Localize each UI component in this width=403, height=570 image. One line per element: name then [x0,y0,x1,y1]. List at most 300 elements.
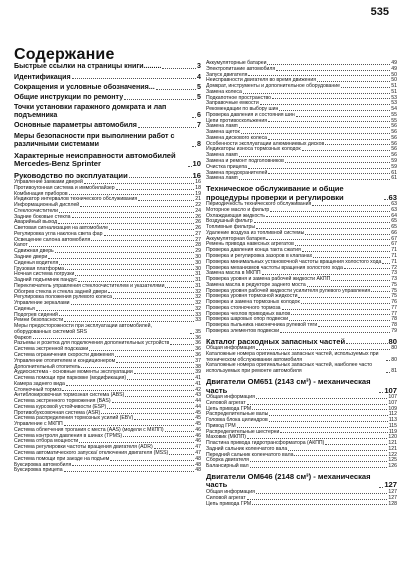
dot-leader [276,69,390,71]
toc-entry-title: Световая сигнализация на автомобиле [14,225,108,232]
dot-leader [66,384,194,386]
toc-entry-title: Особенности эксплуатации алюминиевых дисков [206,140,325,147]
dot-leader [129,176,192,178]
dot-leader [302,149,391,151]
dot-leader [269,420,388,422]
toc-entry-title: Проверка и регулировка зазоров в клапанах [206,252,313,259]
toc-entry-title: Фаркоп [14,334,32,341]
toc-entry-title: Ночная система погрузки [14,271,75,278]
toc-entry[interactable] [206,473,397,490]
toc-entry-page: 8 [197,139,201,148]
dot-leader [116,188,195,190]
dot-leader [266,215,390,217]
toc-entry-title: Каталожные номера оригинальных запасных частей, используемых при техническом обслуживании автомобиля [206,350,379,363]
toc-entry-page: 45 [195,409,201,416]
dot-leader [109,228,194,230]
toc-entry-page: 76 [391,299,397,306]
toc-entry-page: 26 [195,213,201,220]
toc-entry-title: Система помощи при заезде на подъем [14,455,110,462]
dot-leader [250,466,388,468]
toc-entry-page: 107 [388,399,397,406]
toc-entry-page: 36 [195,351,201,358]
toc-entry-title: Переключатель управления стеклоочистителем и указателями [14,282,165,289]
dot-leader [29,245,195,247]
toc-entry-title: Капот [14,242,28,249]
toc-entry-page: 32 [195,294,201,301]
dot-leader [298,296,390,298]
toc-subentry[interactable] [14,468,201,474]
dot-leader [248,74,390,76]
dot-leader [268,138,390,140]
dot-leader [72,77,196,79]
toc-entry-page: 48 [195,455,201,462]
toc-entry-page: 43 [195,392,201,399]
toc-entry-title: Заправочные емкости [206,100,259,107]
toc-entry-title: Силовой агрегат [206,399,246,406]
toc-entry-title: Сборка двигателя [206,457,249,464]
dot-leader [59,211,194,213]
dot-leader [331,279,390,281]
toc-entry-title: Замена масла в МКПП [206,270,261,277]
toc-entry-page: 71 [391,252,397,259]
toc-entry-page: 39 [195,369,201,376]
toc-entry-title: Стояночный тормоз [14,386,62,393]
toc-entry-page: 56 [391,146,397,153]
toc-entry-title: Периодичность технического обслуживания [206,201,312,208]
toc-entry-title: Замена ламп [206,152,238,159]
toc-entry-title: Каталожные номера оригинальных запасных частей, наиболее часто используемых при ремонте автомобиля [206,362,373,375]
toc-entry-page: 80 [391,356,397,363]
dot-leader [268,120,390,122]
dot-leader [64,424,195,426]
toc-entry-title: Противоугонная система и иммобилайзер [14,184,115,191]
dot-leader [104,234,195,236]
toc-entry-title: Задние двери [14,253,48,260]
toc-entry-page: 47 [195,444,201,451]
dot-leader [36,309,195,311]
toc-entry-title: Замена дискового колеса [206,134,268,141]
toc-entry-page: 19 [195,190,201,197]
toc-entry-title: Разъемы и розетка для подключения дополнительных устройств [14,340,170,347]
dot-leader [312,204,390,206]
toc-entry-page: 51 [391,88,397,95]
toc-entry-page: 121 [388,445,397,452]
dot-leader [262,273,391,275]
dot-leader [62,389,194,391]
toc-entry-page: 107 [384,385,397,395]
toc-entry-page: 77 [391,304,397,311]
toc-entry[interactable] [14,94,201,102]
toc-entry-title: Система экстренного торможения (BAS) [14,398,111,405]
dot-leader [301,302,391,304]
dot-leader [252,408,387,410]
dot-leader [115,355,194,357]
toc-entry-title: Балансирный вал [206,463,249,470]
toc-entry-title: Пластина привода гидротрансформатора (АКПП) [206,440,325,447]
toc-entry-page: 80 [388,336,397,346]
toc-entry-page: 59 [391,163,397,170]
dot-leader [138,126,196,128]
dot-leader [169,453,194,455]
toc-entry[interactable] [14,104,201,120]
dot-leader [268,172,390,174]
dot-leader [134,372,194,374]
toc-entry-title: Воздушный фильтр [206,218,253,225]
toc-entry[interactable] [14,84,201,92]
dot-leader [285,161,390,163]
dot-leader [89,349,194,351]
toc-entry-title: Подогрев сидений [14,311,58,318]
toc-entry-page: 63 [391,201,397,208]
dot-leader [341,86,390,88]
dot-leader [241,132,391,134]
dot-leader [127,378,194,380]
toc-entry-title: Силовой агрегат [206,494,246,501]
toc-entry-page: 50 [391,77,397,84]
toc-entry-page: 75 [391,287,397,294]
toc-entry-title: Проверка уровня тормозной жидкости [206,293,298,300]
toc-entry-page: 56 [391,129,397,136]
toc-entry-page: 54 [391,106,397,113]
dot-leader [386,359,390,361]
toc-entry-title: Цепь привода ГРМ [206,500,252,507]
toc-entry-page: 73 [391,276,397,283]
dot-leader [107,407,194,409]
toc-entry-page: 51 [391,83,397,90]
toc-entry-page: 79 [391,327,397,334]
toc-entry-page: 75 [391,281,397,288]
toc-entry-title: Противобуксовочная система (ASR) [14,409,101,416]
toc-entry-page: 126 [388,463,397,470]
dot-leader [386,371,390,373]
dot-leader [170,343,194,345]
toc-entry-title: Замена ламп [206,175,238,182]
toc-entry-page: 41 [195,380,201,387]
toc-entry-page: 31 [195,271,201,278]
toc-entry-title: Система регулировки частоты вращения двигателя (ADR) [14,444,153,451]
toc-entry-page: 78 [391,316,397,323]
dot-leader [188,165,192,167]
toc-entry-page: 112 [388,411,397,418]
toc-entry-title: Задний сальник коленчатого вала [206,445,288,452]
toc-entry-page: 35 [195,328,201,335]
dot-leader [59,263,194,265]
toc-entry[interactable] [206,378,397,395]
toc-entry-title: Система контроля давления в шинах (TPMS) [14,432,123,439]
toc-entry-title: Цепь привода ГРМ [206,405,252,412]
toc-entry-page: 63 [388,192,397,202]
toc-subentry[interactable] [206,176,397,182]
toc-entry-page: 5 [197,93,201,101]
toc-entry-title: Распределительные валы [206,411,269,418]
toc-entry-title: Проверка давления конца такта сжатия [206,247,301,254]
toc-entry-page: 26 [195,225,201,232]
dot-leader [69,193,195,195]
toc-entry-page: 67 [391,241,397,248]
toc-subentry[interactable] [206,502,397,508]
dot-leader [79,441,194,443]
toc-entry-title: Ремень привода навесных агрегатов [206,241,294,248]
dot-leader [239,178,391,180]
toc-entry-page: 119 [388,428,397,435]
toc-entry[interactable] [14,152,201,169]
toc-entry-title: Замена ламп [206,123,238,130]
dot-leader [325,443,387,445]
toc-entry-page: 49 [391,60,397,66]
dot-leader [156,88,196,90]
toc-entry-page: 121 [388,440,397,447]
toc-entry-title: Управление зеркалами [14,300,70,307]
dot-leader [192,116,196,118]
dot-leader [190,332,194,334]
toc-entry-page: 36 [195,340,201,347]
dot-leader [154,447,195,449]
dot-leader [165,430,195,432]
dot-leader [318,325,390,327]
toc-entry-page: 65 [391,218,397,225]
toc-entry-page: 66 [391,229,397,236]
dot-leader [48,257,194,259]
toc-entry-title: Индикатор интервалов технического обслуживания [14,196,138,203]
toc-entry-page: 21 [195,196,201,203]
dot-leader [269,414,387,416]
dot-leader [112,401,195,403]
dot-leader [296,115,391,117]
toc-entry-page: 42 [195,386,201,393]
dot-leader [313,256,390,258]
dot-leader [256,397,388,399]
toc-entry-title: Руководство по эксплуатации [14,170,128,180]
toc-entry-title: Система облегчения трогания с места (AAS) (модели с МКПП) [14,426,164,433]
toc-entry[interactable] [14,63,201,71]
toc-subentry[interactable] [206,464,397,470]
toc-entry-title: Система ограничения скорости движения [14,351,114,358]
toc-entry-title: Электропитание автомобиля [206,65,276,72]
toc-entry-title: Очистка прицепа [206,163,248,170]
toc-entry-page: 56 [391,152,397,159]
toc-entry-page: 32 [195,300,201,307]
toc-entry-title: Управление замками дверей [14,179,83,186]
toc-entry-title: Моторное масло и фильтр [206,206,270,213]
toc-entry-page: 127 [384,480,397,490]
toc-entry[interactable] [14,133,201,149]
toc-subentry[interactable] [14,324,201,336]
toc-entry-page: 77 [391,310,397,317]
toc-entry-page: 49 [391,65,397,72]
dot-leader [64,320,194,322]
toc-entry-page: 31 [195,282,201,289]
dot-leader [239,155,391,157]
toc-entry-title: Сиденья [14,305,35,312]
dot-leader [239,126,391,128]
toc-entry-page: 80 [391,345,397,352]
toc-entry-title: Система помощи при парковке (модификация) [14,375,127,382]
toc-entry-page: 44 [195,398,201,405]
toc-entry-title: Система экстренной подсказки [14,346,89,353]
toc-entry-title: Аккумуляторная батарея [206,235,266,242]
toc-entry-title: Сиденья водителя [14,259,59,266]
toc-entry-title: Обогрев стекла и стекла задней двери [14,288,107,295]
dot-leader [344,267,390,269]
toc-entry-page: 127 [388,494,397,501]
dot-leader [379,391,383,393]
toc-entry-title: Идентификация [14,72,71,81]
toc-entry-title: Проверка стояночного тормоза [206,304,281,311]
dot-leader [270,210,390,212]
toc-entry-title: Цепи противоскольжения [206,117,267,124]
toc-entry-title: Система отбора мощности [14,438,79,445]
toc-entry-title: Передний сальник коленчатого вала [206,451,294,458]
dot-leader [267,63,390,65]
toc-entry-title: Ремни безопасности [14,317,64,324]
dot-leader [247,437,387,439]
dot-leader [280,331,390,333]
toc-entry-page: 27 [195,230,201,237]
dot-leader [252,503,387,505]
toc-entry-page: 125 [388,457,397,464]
toc-entry-title: Подкапотное пространство [206,94,271,101]
toc-entry-page: 33 [195,317,201,324]
dot-leader [72,464,194,466]
toc-entry-page: 56 [391,123,397,130]
dot-leader [162,67,196,69]
dot-leader [84,182,194,184]
toc-entry-page: 6 [197,111,201,120]
toc-entry-page: 122 [388,451,397,458]
toc-entry-title: Охлаждающая жидкость [206,212,265,219]
toc-entry-title: Сокращения и условные обозначения... [14,82,155,91]
toc-entry-page: 29 [195,248,201,255]
toc-entry-page: 45 [195,415,201,422]
toc-entry-page: 53 [391,94,397,101]
toc-entry-page: 46 [195,432,201,439]
toc-entry-title: Распределительные шестерни [206,428,280,435]
dot-leader [80,205,194,207]
toc-entry-page: 107 [388,394,397,401]
dot-leader [289,319,390,321]
toc-entry[interactable] [206,185,397,202]
toc-entry-page: 115 [388,422,397,429]
toc-entry-page: 36 [195,346,201,353]
toc-entry-page: 61 [391,175,397,182]
toc-entry-page: 33 [195,311,201,318]
dot-leader [91,239,194,241]
toc-entry-title: Проверка уровня и замена рабочей жидкости АКПП [206,276,331,283]
toc-entry-title: Замена щеток [206,129,240,136]
toc-entry-title: Регулировка положения рулевого колеса [14,294,113,301]
toc-entry-title: Система автоматического запуска/ отключения двигателя (MSS) [14,450,169,456]
toc-entry-page: 24 [195,207,201,214]
dot-leader [78,280,194,282]
toc-entry[interactable] [14,122,201,130]
toc-entry-title: Индикаторы износа тормозных колодок [206,146,301,153]
toc-entry-page: 65 [391,224,397,231]
toc-entry-page: 30 [195,265,201,272]
toc-entry-title: Общая информация [206,394,255,401]
toc-entry-page: 28 [195,242,201,249]
dot-leader [110,459,194,461]
dot-leader [307,285,391,287]
toc-entry-page: 128 [388,500,397,507]
toc-subentry[interactable] [206,363,397,375]
dot-leader [81,366,194,368]
toc-right-column [206,61,397,507]
toc-entry-page: 30 [195,253,201,260]
toc-entry-page: 53 [391,100,397,107]
toc-entry-title: Меры безопасности при выполнении работ с различными системами [14,131,175,148]
toc-entry-page: 36 [195,334,201,341]
toc-entry-page: 41 [195,375,201,382]
toc-entry-page: 31 [195,277,201,284]
dot-leader [72,216,195,218]
toc-entry-title: Камера заднего вида [14,380,65,387]
toc-entry-page: 37 [195,357,201,364]
toc-subentry[interactable] [206,329,397,335]
toc-entry-title: Аудиосистема - основные моменты эксплуатации [14,369,133,376]
dot-leader [59,314,194,316]
toc-entry-page: 4 [197,72,201,81]
toc-entry-title: Двигатели ОМ646 (2148 см³) - механическая часть [206,471,371,490]
dot-leader [116,361,194,363]
toc-entry-title: Общая информация [206,488,255,495]
toc-entry-title: Проверка чехлов приводных валов [206,310,291,317]
toc-entry-page: 45 [195,421,201,428]
toc-entry-page: 16 [195,179,201,186]
dot-leader [279,109,390,111]
dot-leader [108,291,194,293]
toc-entry-page: 127 [388,488,397,495]
toc-entry-title: Антиблокировочная тормозная система (ABS) [14,392,125,399]
toc-entry-title: Каталог расходных запасных частей [206,336,346,346]
toc-entry-title: Меры предосторожности при эксплуатации автомобилей, оборудованных системой SRS [14,323,152,335]
dot-leader [254,221,391,223]
dot-leader [247,403,388,405]
toc-entry-page: 46 [195,438,201,445]
toc-entry-page: 55 [391,111,397,118]
toc-entry-page: 5 [197,82,201,91]
page-title: Содержание [14,46,115,63]
page-number: 535 [370,6,389,18]
toc-entry-page: 64 [391,212,397,219]
dot-leader [192,145,196,147]
toc-entry-page: 75 [391,293,397,300]
dot-leader [237,426,388,428]
dot-leader [382,262,390,264]
toc-entry-title: Проверка механизмов частоты вращения холостого хода [206,264,343,271]
toc-entry-page: 38 [195,363,201,370]
toc-entry-page: 30 [195,259,201,266]
toc-entry-page: 113 [388,417,397,424]
dot-leader [272,97,390,99]
toc-entry-page: 7 [197,121,201,130]
toc-entry[interactable] [14,74,201,82]
toc-entry-page: 56 [391,140,397,147]
toc-entry-title: Грузовая платформа [14,265,64,272]
toc-entry-title: Быстрые ссылки на страницы книги......... [14,62,162,71]
toc-entry-title: Проверка элементов подвески [206,327,280,334]
toc-entry-title: Буксировка прицепа [14,467,63,474]
toc-entry-title: Стеклоочистители [14,207,59,214]
dot-leader [250,460,388,462]
toc-entry-page: 71 [391,247,397,254]
toc-entry-title: Запуск двигателя [206,71,248,78]
toc-entry-title: Характерные неисправности автомобилей Mercedes-Benz Sprinter [14,150,176,169]
toc-entry-title: Двигатели ОМ651 (2143 см³) - механическая часть [206,377,371,395]
toc-entry-page: 63 [391,206,397,213]
toc-entry-title: Головка блока цилиндров [206,417,268,424]
toc-entry-title: Регулировка угла наклона света фар [14,230,103,237]
toc-entry-title: Проверка уровня рабочей жидкости усилителя рулевого управления [206,287,371,294]
